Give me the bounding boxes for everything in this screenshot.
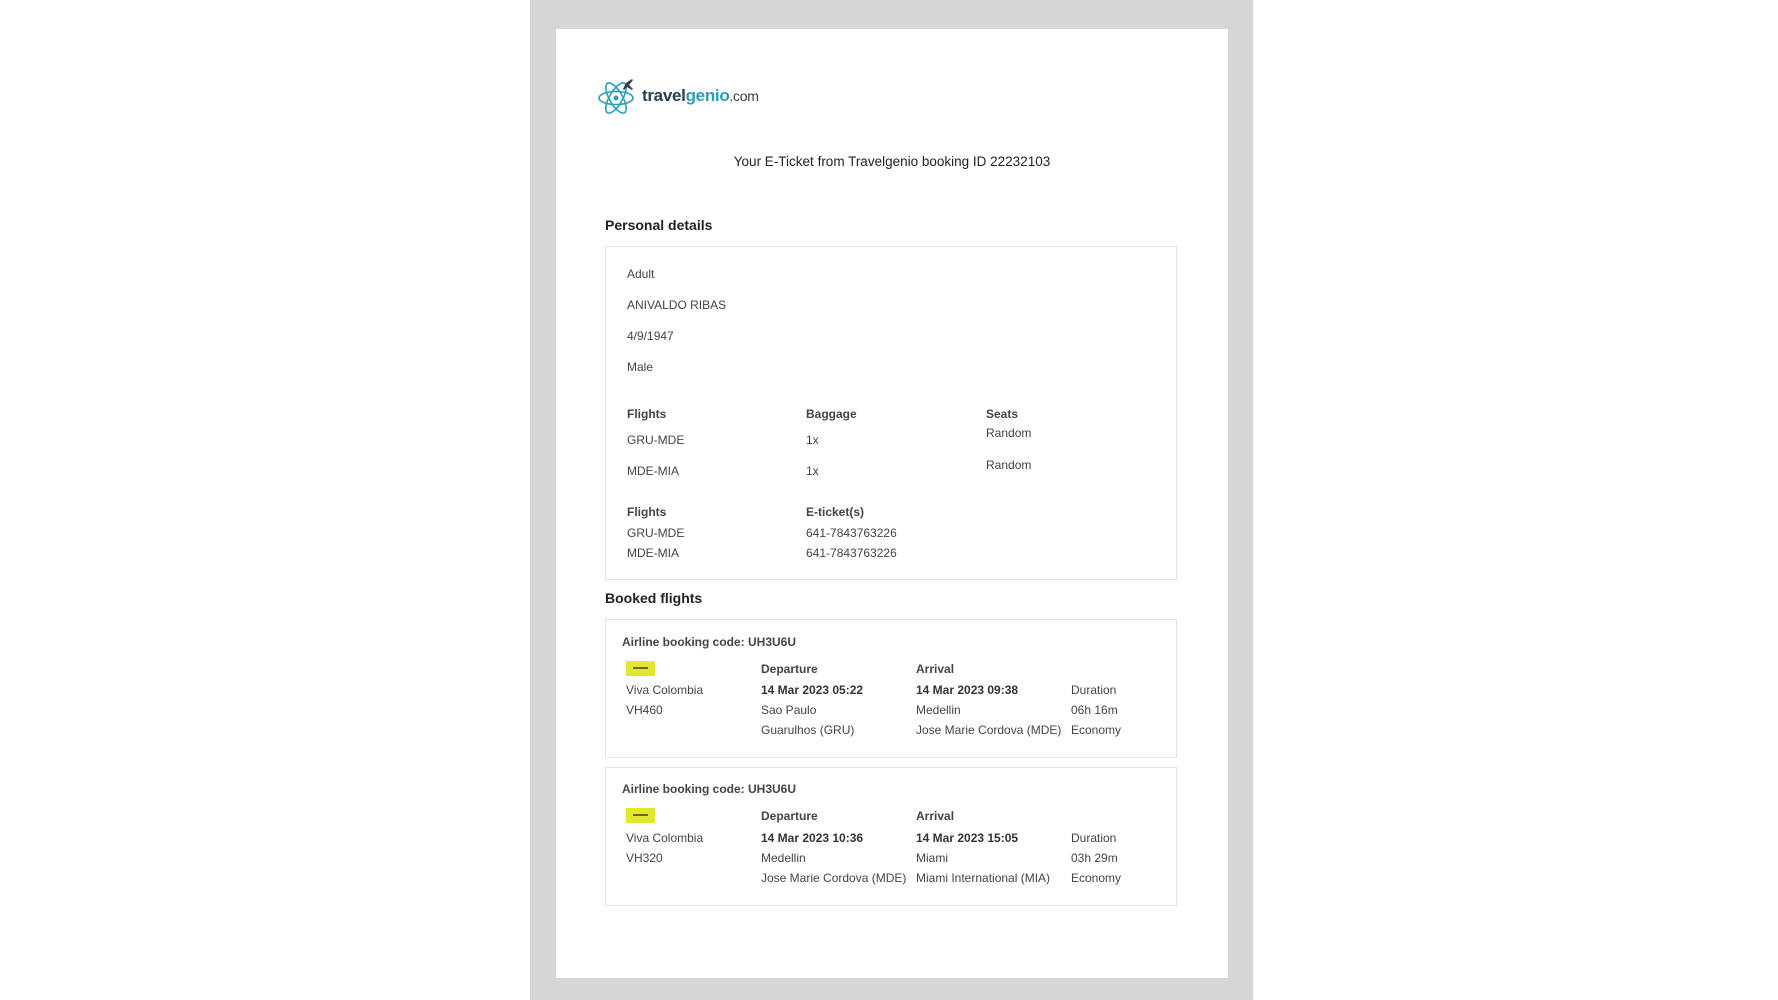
arrival-datetime: 14 Mar 2023 09:38 [916, 683, 1019, 697]
departure-city: Medellin [761, 851, 806, 865]
flight-number: VH320 [626, 851, 663, 865]
arrival-datetime: 14 Mar 2023 15:05 [916, 831, 1019, 845]
airline-name: Viva Colombia [626, 831, 704, 845]
departure-label: Departure [761, 809, 818, 823]
baggage-row-seats: Random [986, 426, 1032, 440]
duration-value: 03h 29m [1071, 851, 1118, 865]
baggage-row-flight: GRU-MDE [627, 433, 685, 447]
duration-value: 06h 16m [1071, 703, 1118, 717]
departure-city: Sao Paulo [761, 703, 817, 717]
baggage-row-baggage: 1x [806, 433, 819, 447]
flight-card [605, 619, 1177, 758]
baggage-col-flights: Flights [627, 407, 667, 421]
ticket-row-flight: GRU-MDE [627, 526, 685, 540]
arrival-city: Medellin [916, 703, 961, 717]
travelgenio-logo [596, 73, 759, 119]
ticket-row-number: 641-7843763226 [806, 546, 897, 560]
page-title: Your E-Ticket from Travelgenio booking ID 22232103 [733, 154, 1051, 169]
eticket-page [556, 29, 1228, 978]
booked-flights-heading: Booked flights [605, 590, 703, 606]
baggage-col-seats: Seats [986, 407, 1019, 421]
airline-logo [626, 661, 655, 676]
logo-wordmark: travelgenio.com [642, 86, 759, 105]
cabin-class: Economy [1071, 871, 1122, 885]
arrival-label: Arrival [916, 662, 955, 676]
departure-datetime: 14 Mar 2023 05:22 [761, 683, 864, 697]
baggage-col-baggage: Baggage [806, 407, 857, 421]
departure-datetime: 14 Mar 2023 10:36 [761, 831, 864, 845]
departure-airport: Jose Marie Cordova (MDE) [761, 871, 907, 885]
personal-details-card [605, 246, 1177, 580]
arrival-airport: Jose Marie Cordova (MDE) [916, 723, 1062, 737]
ticket-row-flight: MDE-MIA [627, 546, 679, 560]
duration-label: Duration [1071, 831, 1117, 845]
atom-plane-icon [596, 73, 638, 119]
ticket-row-number: 641-7843763226 [806, 526, 897, 540]
airline-booking-code: Airline booking code: UH3U6U [622, 782, 797, 796]
departure-airport: Guarulhos (GRU) [761, 723, 855, 737]
departure-label: Departure [761, 662, 818, 676]
passenger-dob: 4/9/1947 [627, 329, 674, 343]
personal-details-heading: Personal details [605, 217, 713, 233]
airline-booking-code: Airline booking code: UH3U6U [622, 635, 797, 649]
baggage-row-seats: Random [986, 458, 1032, 472]
airline-name: Viva Colombia [626, 683, 704, 697]
passenger-name: ANIVALDO RIBAS [627, 298, 727, 312]
passenger-gender: Male [627, 360, 654, 374]
arrival-city: Miami [916, 851, 948, 865]
arrival-airport: Miami International (MIA) [916, 871, 1051, 885]
ticket-col-flights: Flights [627, 505, 667, 519]
airline-logo [626, 808, 655, 823]
passenger-type: Adult [627, 267, 655, 281]
arrival-label: Arrival [916, 809, 955, 823]
cabin-class: Economy [1071, 723, 1122, 737]
baggage-row-flight: MDE-MIA [627, 464, 679, 478]
duration-label: Duration [1071, 683, 1117, 697]
ticket-col-eticket: E-ticket(s) [806, 505, 865, 519]
flight-number: VH460 [626, 703, 663, 717]
baggage-row-baggage: 1x [806, 464, 819, 478]
flight-card [605, 767, 1177, 906]
